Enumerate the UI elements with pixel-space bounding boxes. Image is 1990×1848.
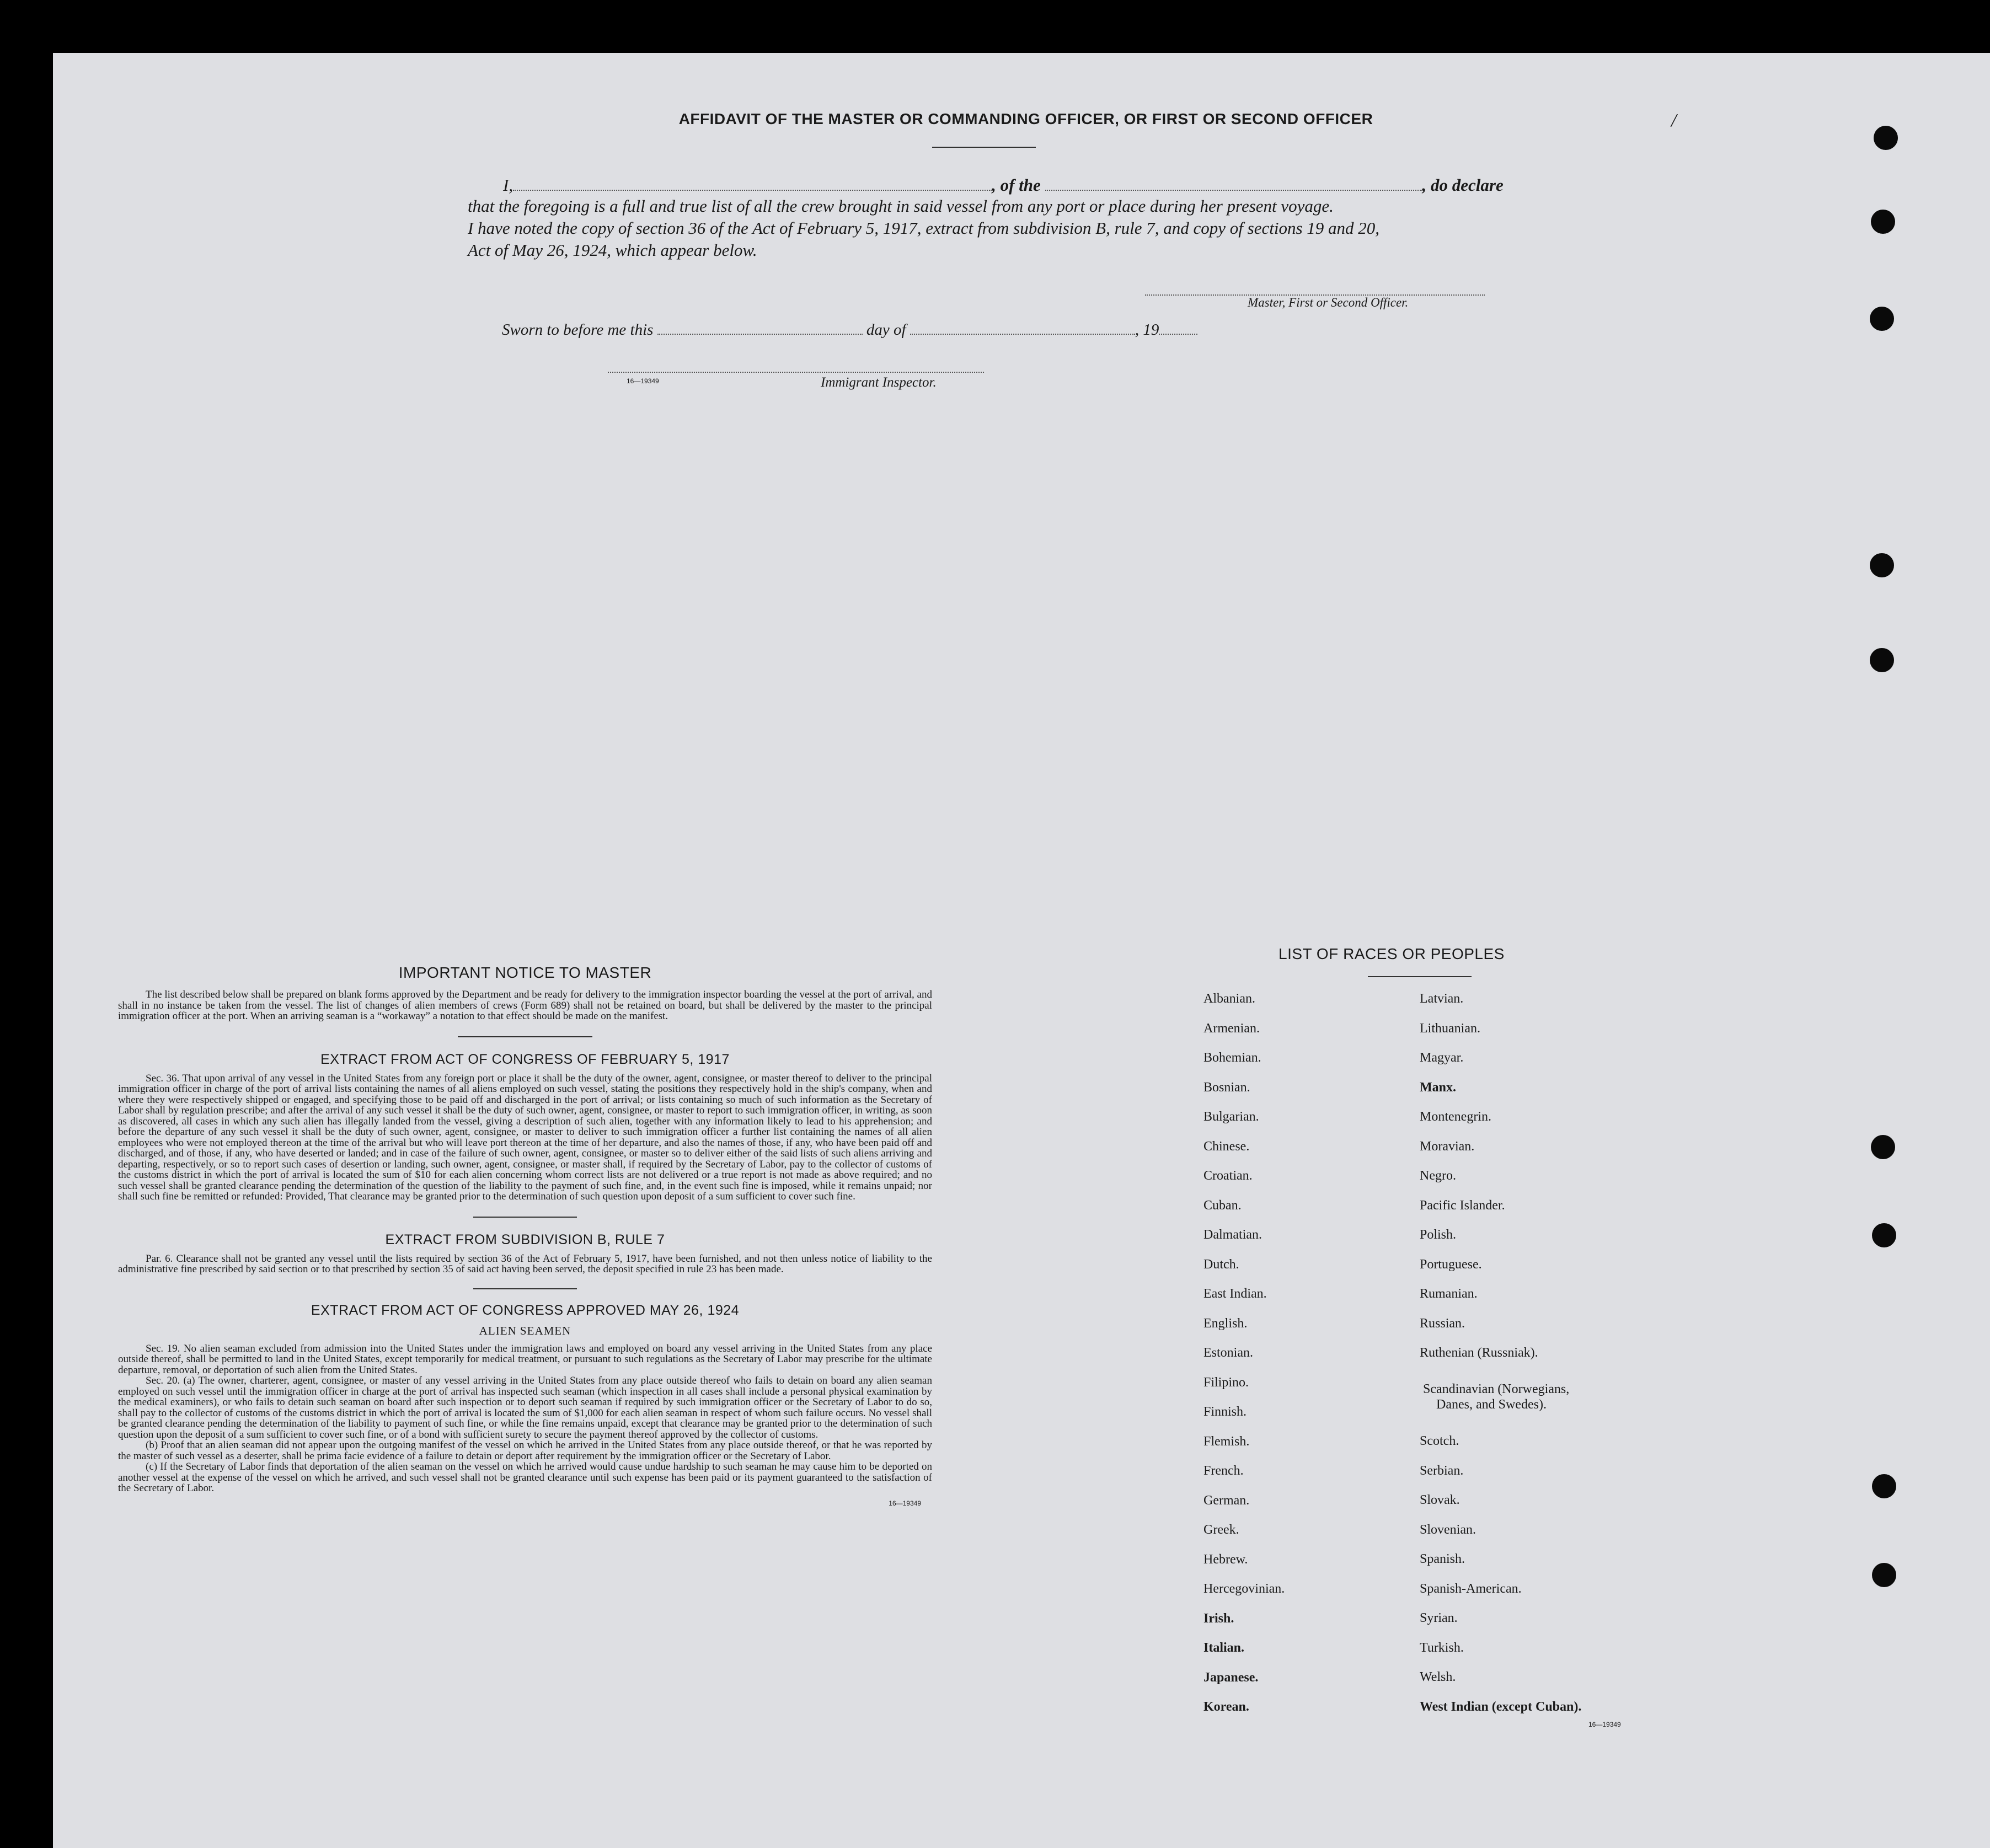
race-item: Montenegrin.	[1420, 1110, 1491, 1124]
name-blank[interactable]	[513, 178, 992, 191]
sworn-year: , 19	[1135, 321, 1159, 339]
sworn-month-blank[interactable]	[910, 323, 1135, 335]
declaration-line-1	[503, 174, 1507, 196]
races-right-column	[1420, 992, 1581, 1729]
binder-hole	[1870, 553, 1894, 577]
binder-hole	[1872, 1563, 1896, 1587]
sec-20a-body: Sec. 20. (a) The owner, charterer, agent, consignee, or master of any vessel arriving in the United States from any place outside thereof who fails to detain on board any alien seaman employed on such vessel until the immigration officer in charge at the port of arrival has inspected such seaman (which inspection in all cases shall include a personal physical examination by the medical examiners), or who fails to detain such seaman on board after such inspection or to deport such seaman if required by such immigration officer or the Secretary of Labor to do so, shall pay to the collector of customs of the customs district in which the port of arrival is located the sum of $1,000 for each alien seaman in respect of whom such failure occurs. No vessel shall be granted clearance pending the determination of the liability to payment of such fine, or while the fine remains unpaid, except that clearance may be granted prior to the determination of such question upon the deposit of a sum sufficient to cover such fine, or of a bond with sufficient surety to secure the payment thereof approved by the collector of customs.	[118, 1375, 932, 1440]
race-item: Finnish.	[1203, 1405, 1247, 1419]
race-item: Ruthenian (Russniak).	[1420, 1346, 1538, 1360]
race-item: English.	[1203, 1316, 1248, 1331]
race-item: Korean.	[1203, 1700, 1249, 1714]
race-item: Bulgarian.	[1203, 1110, 1259, 1124]
race-item: Serbian.	[1420, 1463, 1464, 1478]
affidavit-title: AFFIDAVIT OF THE MASTER OR COMMANDING OFFICER, OR FIRST OR SECOND OFFICER	[678, 110, 1373, 127]
race-item: Flemish.	[1203, 1434, 1250, 1449]
master-signature-blank[interactable]	[1145, 283, 1485, 296]
race-item: Magyar.	[1420, 1051, 1464, 1065]
race-item: Danes, and Swedes).	[1436, 1397, 1547, 1412]
race-item: West Indian (except Cuban).	[1420, 1699, 1582, 1714]
notice-heading: IMPORTANT NOTICE TO MASTER	[398, 964, 652, 981]
race-item: Cuban.	[1203, 1198, 1242, 1213]
declaration-line-3: I have noted the copy of section 36 of the Act of February 5, 1917, extract from subdivision B, rule 7, and copy of sections 19 and 20,	[468, 218, 1380, 238]
race-item: Manx.	[1420, 1080, 1456, 1095]
race-item: Slovak.	[1420, 1493, 1460, 1507]
sworn-line	[502, 319, 1197, 341]
race-item: Hercegovinian.	[1203, 1582, 1285, 1596]
races-divider	[1368, 976, 1472, 977]
race-item: Negro.	[1420, 1169, 1456, 1183]
inspector-signature-blank[interactable]	[608, 364, 984, 373]
race-item: Lithuanian.	[1420, 1021, 1480, 1036]
declaration-i: I,	[503, 175, 513, 195]
sworn-date-blank[interactable]	[657, 323, 863, 335]
binder-hole	[1870, 648, 1894, 672]
declaration-line-4: Act of May 26, 1924, which appear below.	[468, 240, 757, 260]
race-item: Hebrew.	[1203, 1552, 1248, 1567]
race-item: Welsh.	[1420, 1670, 1456, 1684]
races-heading: LIST OF RACES OR PEOPLES	[1278, 945, 1505, 962]
extract-1917-body: Sec. 36. That upon arrival of any vessel in the United States from any foreign port or place it shall be the duty of the owner, agent, consignee, or master thereof to deliver to the principal immigration officer in charge of the port of arrival lists containing the names of all aliens employed on such vessel, stating the positions they respectively hold in the ship's company, when and where they were respectively shipped or engaged, and specifying those to be paid off and discharged in the port of arrival; or lists containing so much of such information as the Secretary of Labor shall by regulation prescribe; and after the arrival of any such vessel it shall be the duty of such owner, agent, consignee, or master to report to such immigration officer, in writing, as soon as discovered, all cases in which any such alien has illegally landed from the vessel, giving a description of such alien, together with any information likely to lead to his apprehension; and before the departure of any such vessel it shall be the duty of such owner, agent, consignee, or master to deliver to such immigration officer a further list containing the names of all alien employees who were not employed thereon at the time of the arrival but who will leave port thereon at the time of her departure, and also the names of those, if any, who have been paid off and discharged, and of those, if any, who have deserted or landed; and in case of the failure of such owner, agent, consignee, or master so to deliver either of the said lists of such aliens arriving and departing, respectively, or so to report such cases of desertion or landing, such owner, agent, consignee, or master shall, if required by the Secretary of Labor, pay to the collector of customs of the customs district in which the port of arrival is located the sum of $10 for each alien concerning whom correct lists are not delivered or a true report is not made as above required; and no such vessel shall be granted clearance pending the determination of the question of the liability to the payment of such fine, and, in the event such fine is imposed, while it remains unpaid; nor shall such fine be remitted or refunded: Provided, That clearance may be granted prior to the determination of such question upon deposit of a sum sufficient to cover such fine.	[118, 1072, 932, 1202]
sworn-year-blank[interactable]	[1159, 323, 1197, 335]
extract-rule7-body: Par. 6. Clearance shall not be granted any vessel until the lists required by section 36 of the Act of February 5, 1917, have been furnished, and not then unless notice of liability to the administrative fine prescribed by said section or to that prescribed by section 35 of said act having been served, the deposit specified in rule 23 has been made.	[118, 1252, 932, 1275]
sworn-day-of: day of	[866, 321, 906, 339]
sec-19-body: Sec. 19. No alien seaman excluded from admission into the United States under the immigration laws and employed on board any vessel arriving in the United States from any place outside thereof, shall be permitted to land in the United States, except temporarily for medical treatment, or pursuant to such regulations as the Secretary of Labor may prescribe for the ultimate departure, removal, or deportation of such alien from the United States.	[118, 1342, 932, 1376]
binder-hole	[1871, 210, 1895, 234]
vessel-blank[interactable]	[1045, 178, 1422, 191]
race-item: French.	[1203, 1464, 1244, 1478]
race-item: Turkish.	[1420, 1640, 1464, 1655]
race-item: Spanish.	[1420, 1552, 1465, 1566]
master-signature-label: Master, First or Second Officer.	[1248, 296, 1409, 309]
sec-20c-body: (c) If the Secretary of Labor finds that deportation of the alien seaman on the vessel on which he arrived would cause undue hardship to such seaman he may cause him to be deported on another vessel at the expense of the vessel on which he arrived, and such vessel shall not be granted clearance until such expense has been paid or its payment guaranteed to the satisfaction of the Secretary of Labor.	[118, 1461, 932, 1494]
title-divider	[932, 147, 1036, 148]
legal-notices	[118, 964, 932, 1507]
race-item: East Indian.	[1203, 1287, 1267, 1301]
divider	[473, 1275, 577, 1289]
extract-1917-heading: EXTRACT FROM ACT OF CONGRESS OF FEBRUARY 5, 1917	[320, 1051, 730, 1067]
race-item: Chinese.	[1203, 1139, 1250, 1154]
binder-hole	[1872, 1474, 1896, 1498]
notice-body: The list described below shall be prepared on blank forms approved by the Department and be ready for delivery to the immigration inspector boarding the vessel at the port of arrival, and shall in no instance be taken from the vessel. The list of changes of alien members of crews (Form 689) shall not be retained on board, but shall be delivered by the master to the principal immigration officer at the port. When an arriving seaman is a “workaway” a notation to that effect should be made on the manifest.	[118, 989, 932, 1022]
affidavit-section	[552, 110, 1500, 128]
extract-1924-heading: EXTRACT FROM ACT OF CONGRESS APPROVED MAY 26, 1924	[311, 1302, 740, 1318]
race-item: Slovenian.	[1420, 1522, 1476, 1537]
race-item: Japanese.	[1203, 1670, 1259, 1685]
divider	[458, 1022, 592, 1037]
sec-20b-body: (b) Proof that an alien seaman did not appear upon the outgoing manifest of the vessel on which he arrived in the United States from any place outside thereof, or that he was reported by the master of such vessel as a deserter, shall be prima facie evidence of a failure to detain or deport after requirement by the immigration officer or the Secretary of Labor.	[118, 1439, 932, 1462]
race-item: Scandinavian (Norwegians,	[1423, 1382, 1570, 1396]
binder-hole	[1871, 1135, 1895, 1159]
form-number-top: 16—19349	[627, 377, 659, 385]
alien-seamen-subheading: ALIEN SEAMEN	[479, 1324, 571, 1337]
race-item: Portuguese.	[1420, 1257, 1482, 1272]
race-item: Scotch.	[1420, 1434, 1459, 1448]
race-item: Rumanian.	[1420, 1287, 1478, 1301]
form-number-right: 16—19349	[1588, 1721, 1621, 1728]
race-item: Moravian.	[1420, 1139, 1475, 1154]
declaration-of-the: , of the	[992, 175, 1041, 195]
declaration-declare: , do declare	[1422, 175, 1504, 195]
race-item: Syrian.	[1420, 1611, 1458, 1625]
races-left-column	[1203, 992, 1285, 1729]
binder-hole	[1870, 307, 1894, 331]
binder-hole	[1872, 1223, 1896, 1247]
race-item: Croatian.	[1203, 1169, 1253, 1183]
race-item: Polish.	[1420, 1228, 1457, 1242]
form-number-left: 16—19349	[889, 1499, 921, 1507]
race-item: Irish.	[1203, 1611, 1234, 1626]
race-item: Filipino.	[1203, 1375, 1249, 1390]
race-item: Latvian.	[1420, 992, 1464, 1006]
race-item: Dalmatian.	[1203, 1228, 1262, 1242]
race-item: Bohemian.	[1203, 1051, 1261, 1065]
inspector-label: Immigrant Inspector.	[821, 375, 937, 390]
race-item: Bosnian.	[1203, 1080, 1250, 1095]
binder-hole	[1874, 126, 1898, 150]
race-item: Estonian.	[1203, 1346, 1253, 1360]
declaration-line-2: that the foregoing is a full and true list of all the crew brought in said vessel from any port or place during her present voyage.	[468, 196, 1334, 216]
divider	[473, 1202, 577, 1218]
extract-rule7-heading: EXTRACT FROM SUBDIVISION B, RULE 7	[385, 1231, 665, 1247]
race-item: Armenian.	[1203, 1021, 1260, 1036]
race-item: Albanian.	[1203, 992, 1255, 1006]
corner-mark: /	[1671, 110, 1677, 131]
race-item: Italian.	[1203, 1641, 1245, 1655]
race-item: Dutch.	[1203, 1257, 1239, 1272]
sworn-prefix: Sworn to before me this	[502, 321, 654, 339]
race-item: Russian.	[1420, 1316, 1465, 1331]
race-item: German.	[1203, 1493, 1250, 1508]
race-item: Greek.	[1203, 1523, 1239, 1537]
race-item: Pacific Islander.	[1420, 1198, 1505, 1213]
race-item: Spanish-American.	[1420, 1581, 1522, 1596]
